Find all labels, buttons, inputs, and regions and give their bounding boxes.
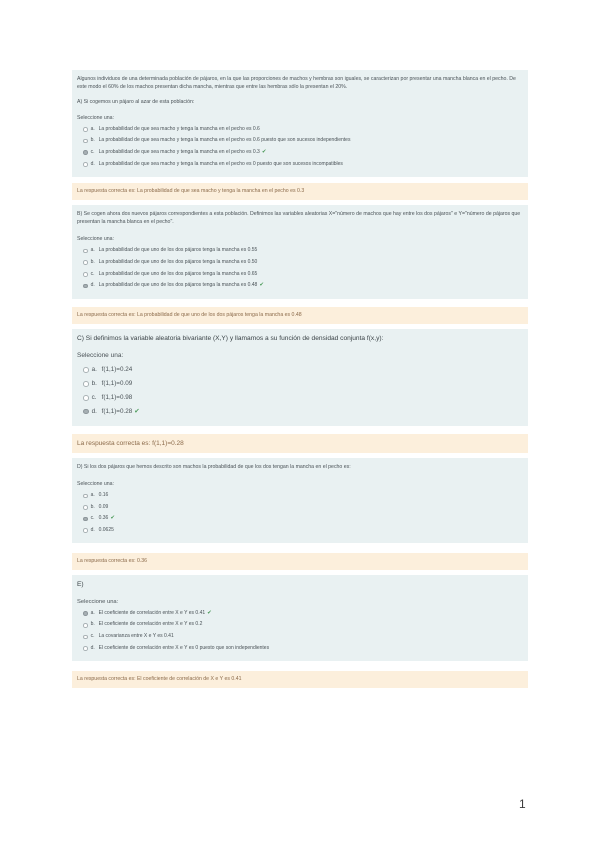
option[interactable]: b. La probabilidad de que sea macho y tenga la mancha en el pecho es 0.6 puesto que son sucesos independientes [77,135,523,147]
radio-button-selected[interactable] [83,409,89,415]
radio-button-selected[interactable] [83,284,88,289]
option[interactable]: b. 0.09 [77,502,523,514]
option[interactable]: a. f(1,1)=0.24 [77,363,523,377]
radio-button[interactable] [83,367,89,373]
option[interactable]: a. La probabilidad de que sea macho y tenga la mancha en el pecho es 0.6 [77,124,523,136]
radio-button[interactable] [83,505,88,510]
select-prompt: Seleccione una: [77,236,114,243]
feedback-b: La respuesta correcta es: La probabilidad de que uno de los dos pájaros tenga la mancha es 0.48 [72,307,528,324]
page-number: 1 [519,797,526,811]
options-list [77,363,523,418]
radio-button[interactable] [83,381,89,387]
check-icon: ✔ [134,407,140,415]
option[interactable]: b. El coeficiente de correlación entre X e Y es 0.2 [77,619,523,631]
option[interactable]: c. La probabilidad de que sea macho y tenga la mancha en el pecho es 0.3 ✔ [77,147,523,159]
radio-button[interactable] [83,260,88,265]
question-b [72,205,528,299]
question-subtext: A) Si cogemos un pájaro al azar de esta población: [77,99,195,106]
feedback-e: La respuesta correcta es: El coeficiente de correlación de X e Y es 0.41 [72,671,528,688]
option[interactable]: d. El coeficiente de correlación entre X e Y es 0 puesto que son independientes [77,643,523,655]
question-text: C) Si definimos la variable aleatoria bivariante (X,Y) y llamamos a su función de densidad conjunta f(x,y): [77,334,384,342]
option[interactable]: c. La probabilidad de que uno de los dos pájaros tenga la mancha es 0.65 [77,269,523,281]
option[interactable]: b. La probabilidad de que uno de los dos pájaros tenga la mancha es 0.50 [77,257,523,269]
check-icon: ✔ [261,148,267,155]
check-icon: ✔ [207,609,212,616]
options-list [77,245,523,291]
radio-button[interactable] [83,272,88,277]
question-e [72,575,528,661]
radio-button-selected[interactable] [83,517,88,522]
radio-button-selected[interactable] [83,150,88,155]
question-a [72,70,528,177]
option[interactable]: d. 0.0625 [77,525,523,537]
option[interactable]: c. f(1,1)=0.98 [77,391,523,405]
radio-button[interactable] [83,139,88,144]
option[interactable]: a. 0.16 [77,490,523,502]
option[interactable]: a. La probabilidad de que uno de los dos pájaros tenga la mancha es 0.55 [77,245,523,257]
question-text: Algunos individuos de una determinada población de pájaros, en la que las proporciones de machos y hembras son iguales, se caracterizan por presentar una mancha blanca en el pecho. De este modo el 60% de los machos presentan dicha mancha, mientras que entre las hembras sólo la presentan el 20%. [77,76,516,90]
question-c [72,329,528,427]
option[interactable]: b. f(1,1)=0.09 [77,377,523,391]
question-text: B) Se cogen ahora dos nuevos pájaros correspondientes a esta población. Definimos las variables aleatorias X="número de machos que hay entre los dos pájaros" e Y="número de pájaros que presentan la mancha blanca en el pecho". [77,211,521,225]
options-list [77,608,523,654]
option[interactable]: d. La probabilidad de que sea macho y tenga la mancha en el pecho es 0 puesto que son sucesos incompatibles [77,159,523,171]
radio-button[interactable] [83,646,88,651]
question-text: E) [77,581,84,589]
radio-button[interactable] [83,623,88,628]
radio-button[interactable] [83,127,88,132]
radio-button[interactable] [83,635,88,640]
question-d [72,458,528,543]
check-icon: ✔ [110,515,115,522]
feedback-a: La respuesta correcta es: La probabilidad de que sea macho y tenga la mancha en el pecho es 0.3 [72,183,528,200]
radio-button[interactable] [83,494,88,499]
check-icon: ✔ [259,282,264,289]
radio-button[interactable] [83,395,89,401]
select-prompt: Seleccione una: [77,114,114,121]
select-prompt: Seleccione una: [77,352,124,360]
select-prompt: Seleccione una: [77,481,114,487]
radio-button[interactable] [83,162,88,167]
select-prompt: Seleccione una: [77,598,119,605]
options-list [77,490,523,536]
feedback-c: La respuesta correcta es: f(1,1)=0.28 [72,434,528,453]
options-list [77,124,523,170]
option[interactable]: c. 0.36 ✔ [77,513,523,525]
option[interactable]: c. La covarianza entre X e Y es 0.41 [77,631,523,643]
option[interactable]: d. La probabilidad de que uno de los dos pájaros tenga la mancha es 0.48 ✔ [77,280,523,292]
radio-button[interactable] [83,528,88,533]
feedback-d: La respuesta correcta es: 0.36 [72,553,528,570]
option[interactable]: a. El coeficiente de correlación entre X e Y es 0.41 ✔ [77,608,523,620]
quiz-review-page [72,70,528,692]
radio-button-selected[interactable] [83,611,88,616]
radio-button[interactable] [83,249,88,254]
option[interactable]: d. f(1,1)=0.28 ✔ [77,405,523,419]
question-text: D) Si los dos pájaros que hemos descrito son machos la probabilidad de que los dos tengan la mancha en el pecho es: [77,464,351,471]
